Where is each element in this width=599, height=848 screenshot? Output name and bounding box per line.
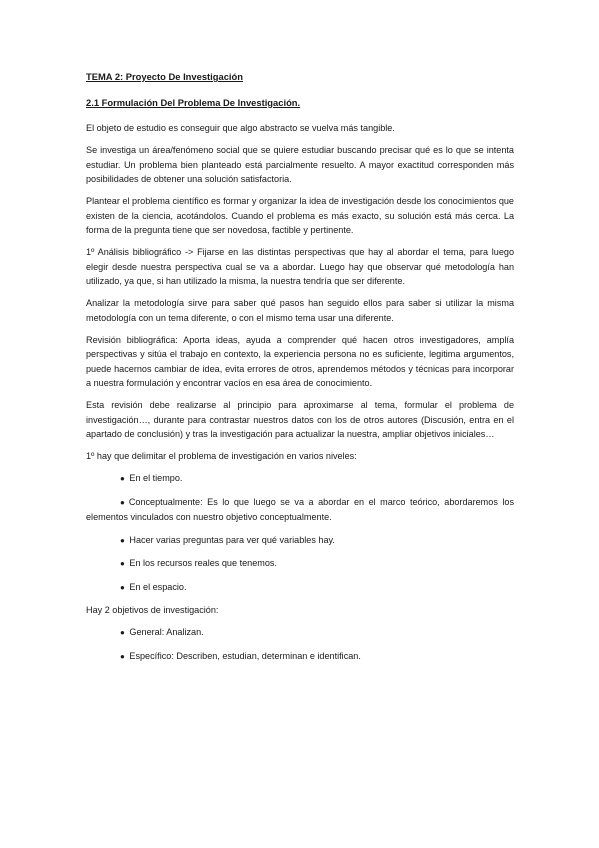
bullet-icon: ● xyxy=(120,497,127,507)
list-item-text: En el tiempo. xyxy=(129,473,183,483)
list-item xyxy=(86,556,514,572)
list-item-text: Conceptualmente: Es lo que luego se va a abordar en el marco teórico, abordaremos los elementos vinculados con nuestro objetivo conceptualmente. xyxy=(86,496,514,522)
document-title: TEMA 2: Proyecto De Investigación xyxy=(86,71,243,82)
paragraph-momento-revision: Esta revisión debe realizarse al principio para aproximarse al tema, formular el problema de investigación…, durante para contrastar nuestros datos con los de otros autores (Discusión, entra en el apartado de conclusión) y tras la investigación para actualizar la nuestra, ampliar objetivos iniciales… xyxy=(86,400,514,439)
list-item xyxy=(86,625,514,641)
section-heading: 2.1 Formulación Del Problema De Investigación. xyxy=(86,96,301,108)
list-item xyxy=(86,495,514,525)
paragraph-area-fenomeno: Se investiga un área/fenómeno social que se quiere estudiar buscando precisar qué es lo que se intenta estudiar. Un problema bien planteado está parcialmente resuelto. A mayor exactitud corresponden más posibilidades de obtener una solución satisfactoria. xyxy=(86,145,514,184)
paragraph-analizar-metodologia: Analizar la metodología sirve para saber qué pasos han seguido ellos para saber si utilizar la misma metodología con un tema diferente, o con el mismo tema usar una diferente. xyxy=(86,298,514,323)
paragraph-delimitar-problema: 1º hay que delimitar el problema de investigación en varios niveles: xyxy=(86,451,357,461)
list-item xyxy=(86,580,514,596)
list-item-text: General: Analizan. xyxy=(129,627,204,637)
paragraph-analisis-bibliografico: 1º Análisis bibliográfico -> Fijarse en las distintas perspectivas que hay al abordar el tema, para luego elegir desde nuestra perspectiva cual se va a abordar. Luego hay que observar qué metodología han utilizado, ya que, si han utilizado la misma, la nuestra tendría que ser diferente. xyxy=(86,247,514,286)
bullet-icon: ● xyxy=(120,474,125,483)
paragraph-plantear-problema: Plantear el problema científico es formar y organizar la idea de investigación desde los conocimientos que existen de la ciencia, acotándolos. Cuando el problema es más exacto, su solución está más cerca. La forma de la pregunta tiene que ser novedosa, factible y pertinente. xyxy=(86,196,514,235)
bullet-icon: ● xyxy=(120,628,125,637)
list-item-text: En los recursos reales que tenemos. xyxy=(129,558,277,568)
list-item xyxy=(86,471,514,487)
objectives-list xyxy=(86,625,514,664)
document-page xyxy=(86,70,514,672)
delimitation-levels-list xyxy=(86,471,514,595)
bullet-icon: ● xyxy=(120,559,125,568)
list-item-text: Hacer varias preguntas para ver qué variables hay. xyxy=(129,534,335,545)
paragraph-objetivos: Hay 2 objetivos de investigación: xyxy=(86,605,219,615)
list-item-text: Específico: Describen, estudian, determinan e identifican. xyxy=(129,650,361,661)
paragraph-objeto-estudio: El objeto de estudio es conseguir que algo abstracto se vuelva más tangible. xyxy=(86,123,395,133)
list-item-text: En el espacio. xyxy=(129,581,187,592)
bullet-icon: ● xyxy=(120,582,125,592)
list-item xyxy=(86,533,514,549)
bullet-icon: ● xyxy=(120,535,125,545)
bullet-icon: ● xyxy=(120,651,125,661)
paragraph-revision-bibliografica: Revisión bibliográfica: Aporta ideas, ayuda a comprender qué hacen otros investigadores, amplía perspectivas y sitúa el trabajo en contexto, la experiencia persona no es suficiente, legitima argumentos, puede hacernos cambiar de idea, evita errores de otros, aprendemos métodos y técnicas para incorporar a nuestra formulación y encontrar vacíos en esa área de conocimiento. xyxy=(86,334,514,388)
list-item xyxy=(86,649,514,665)
